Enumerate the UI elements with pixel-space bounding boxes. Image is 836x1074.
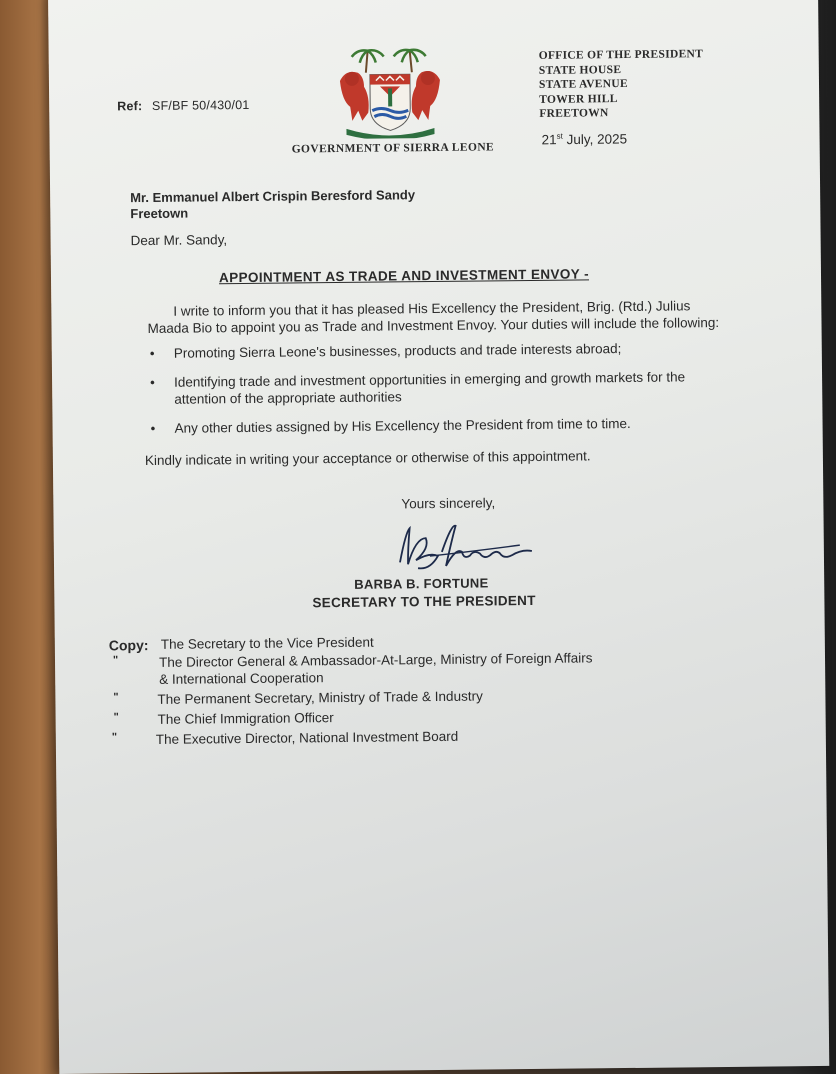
addressee-block <box>130 187 415 222</box>
office-line: STATE AVENUE <box>538 77 628 91</box>
list-item: • Any other duties assigned by His Excellency the President from time to time. <box>148 414 732 437</box>
salutation: Dear Mr. Sandy, <box>130 232 228 249</box>
office-line: FREETOWN <box>539 107 609 120</box>
date-day: 21 <box>541 132 557 148</box>
closing-line: Yours sincerely, <box>401 495 496 512</box>
paragraph-acceptance: Kindly indicate in writing your acceptance or otherwise of this appointment. <box>144 448 591 469</box>
date-rest: July, 2025 <box>562 131 628 148</box>
reference-line <box>117 98 249 113</box>
coat-of-arms-icon <box>332 44 449 139</box>
addressee-city: Freetown <box>130 205 189 222</box>
ditto-mark: " <box>113 691 119 704</box>
list-item: • Identifying trade and investment opportunities in emerging and growth markets for the attention of the appropriate authorities <box>148 368 732 408</box>
duties-list <box>148 339 733 449</box>
copy-recipient: The Chief Immigration Officer <box>157 710 334 727</box>
copy-recipient: The Permanent Secretary, Ministry of Trade & Industry <box>157 688 483 707</box>
subject-heading: APPOINTMENT AS TRADE AND INVESTMENT ENVOY - <box>218 266 590 286</box>
copy-label: Copy: <box>108 637 149 654</box>
signatory-title: SECRETARY TO THE PRESIDENT <box>312 592 536 611</box>
copy-recipient: The Director General & Ambassador-At-Large, Ministry of Foreign Affairs <box>158 650 593 670</box>
ditto-mark: " <box>111 731 118 744</box>
date-suffix: st <box>556 131 563 141</box>
copy-recipient: The Secretary to the Vice President <box>160 634 374 652</box>
addressee-name: Mr. Emmanuel Albert Crispin Beresford Sandy <box>130 187 416 206</box>
letter-date <box>541 131 627 147</box>
office-line: STATE HOUSE <box>538 63 622 77</box>
ditto-mark: " <box>112 654 119 667</box>
office-line: OFFICE OF THE PRESIDENT <box>538 48 704 62</box>
letter-page <box>48 0 829 1074</box>
office-address <box>539 47 704 121</box>
ditto-mark: " <box>113 711 119 724</box>
ref-label: Ref: <box>117 99 143 114</box>
copy-recipient: & International Cooperation <box>159 670 324 687</box>
signatory-name: BARBA B. FORTUNE <box>354 575 489 592</box>
government-label: GOVERNMENT OF SIERRA LEONE <box>291 141 495 156</box>
office-line: TOWER HILL <box>539 92 618 106</box>
copy-recipient: The Executive Director, National Investment Board <box>155 728 459 747</box>
paragraph-intro: I write to inform you that it has pleased His Excellency the President, Brig. (Rtd.) Julius Maada Bio to appoint you as Trade and Investment Envoy. Your duties will include the following: <box>147 298 720 337</box>
list-item: • Promoting Sierra Leone's businesses, products and trade interests abroad; <box>148 339 732 362</box>
ref-number: SF/BF 50/430/01 <box>151 97 250 113</box>
